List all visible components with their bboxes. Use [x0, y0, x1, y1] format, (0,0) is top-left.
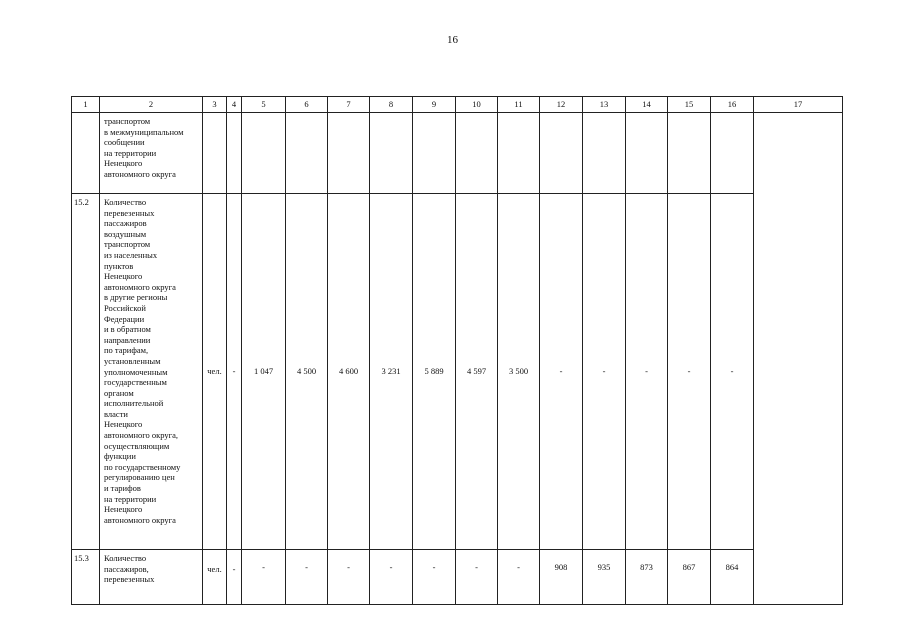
row-index [72, 113, 100, 194]
value-cell: - [328, 550, 370, 605]
col4-cell: - [227, 194, 242, 550]
header-cell: 17 [754, 97, 843, 113]
header-cell: 15 [668, 97, 711, 113]
value-cell: - [711, 194, 754, 550]
value-cell [413, 113, 456, 194]
value-cell: - [540, 194, 583, 550]
header-cell: 5 [242, 97, 286, 113]
value-cell: 935 [583, 550, 626, 605]
header-cell: 11 [498, 97, 540, 113]
value-cell [242, 113, 286, 194]
value-cell: - [626, 194, 668, 550]
header-cell: 8 [370, 97, 413, 113]
value-cell: - [286, 550, 328, 605]
value-cell: 5 889 [413, 194, 456, 550]
value-cell [668, 113, 711, 194]
unit-cell [203, 113, 227, 194]
value-cell: 864 [711, 550, 754, 605]
header-cell: 6 [286, 97, 328, 113]
value-cell: 867 [668, 550, 711, 605]
header-cell: 10 [456, 97, 498, 113]
header-cell: 3 [203, 97, 227, 113]
value-cell [583, 113, 626, 194]
unit-cell: чел. [203, 194, 227, 550]
table-row [72, 550, 843, 605]
value-cell [498, 113, 540, 194]
value-cell [328, 113, 370, 194]
value-cell [370, 113, 413, 194]
header-cell: 2 [100, 97, 203, 113]
col4-cell: - [227, 550, 242, 605]
value-cell [456, 113, 498, 194]
value-cell [626, 113, 668, 194]
indicators-table [71, 96, 843, 605]
row-index: 15.3 [72, 550, 100, 605]
header-cell: 1 [72, 97, 100, 113]
value-cell [540, 113, 583, 194]
value-cell: 908 [540, 550, 583, 605]
value-cell: 873 [626, 550, 668, 605]
value-cell [711, 113, 754, 194]
page-number: 16 [447, 34, 458, 46]
value-cell: 1 047 [242, 194, 286, 550]
header-cell: 9 [413, 97, 456, 113]
value-cell: 4 597 [456, 194, 498, 550]
header-cell: 4 [227, 97, 242, 113]
header-cell: 13 [583, 97, 626, 113]
unit-cell: чел. [203, 550, 227, 605]
table-row [72, 113, 843, 194]
row-index: 15.2 [72, 194, 100, 550]
row-description: Количество пассажиров, перевезенных [100, 550, 203, 605]
row-description: транспортом в межмуниципальном сообщении на территории Ненецкого автономного округа [100, 113, 203, 194]
value-cell: - [668, 194, 711, 550]
header-cell: 14 [626, 97, 668, 113]
value-cell: - [498, 550, 540, 605]
value-cell: - [583, 194, 626, 550]
column-17-cell [754, 113, 843, 605]
header-cell: 16 [711, 97, 754, 113]
value-cell: 3 500 [498, 194, 540, 550]
value-cell: 4 500 [286, 194, 328, 550]
value-cell: - [413, 550, 456, 605]
header-row [72, 97, 843, 113]
col4-cell [227, 113, 242, 194]
header-cell: 12 [540, 97, 583, 113]
value-cell: 4 600 [328, 194, 370, 550]
value-cell [286, 113, 328, 194]
value-cell: - [242, 550, 286, 605]
header-cell: 7 [328, 97, 370, 113]
value-cell: 3 231 [370, 194, 413, 550]
table-row [72, 194, 843, 550]
value-cell: - [456, 550, 498, 605]
value-cell: - [370, 550, 413, 605]
row-description: Количество перевезенных пассажиров воздушным транспортом из населенных пунктов Ненецкого автономного округа в другие регионы Российской Федерации и в обратном направлении по тарифам, установленным уполномоченным государственным органом исполнительной власти Ненецкого автономного округа, осуществляющим функции по государственному регулированию цен и тарифов на территории Ненецкого автономного округа [100, 194, 203, 550]
